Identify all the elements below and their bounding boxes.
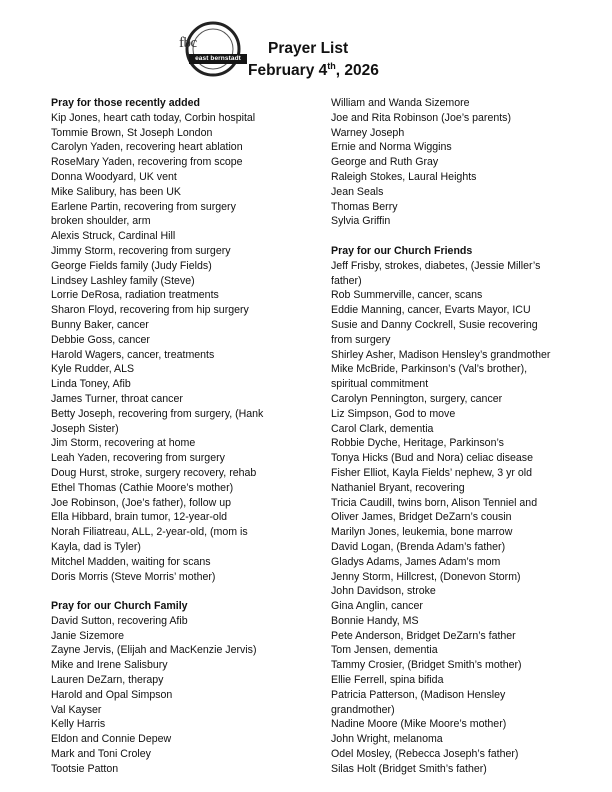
list-item: Nadine Moore (Mike Moore’s mother) [331, 718, 507, 731]
list-item: Linda Toney, Afib [51, 378, 131, 391]
list-item: Lauren DeZarn, therapy [51, 674, 164, 687]
list-item: Janie Sizemore [51, 629, 125, 642]
section-heading-family: Pray for our Church Family [51, 600, 188, 613]
list-item: grandmother) [331, 703, 395, 716]
list-item: spiritual commitment [331, 378, 429, 391]
list-item: Kip Jones, heart cath today, Corbin hospital [51, 111, 256, 124]
list-item: Mike and Irene Salisbury [51, 659, 168, 672]
list-item: Pete Anderson, Bridget DeZarn’s father [331, 629, 516, 642]
list-item: Joe and Rita Robinson (Joe’s parents) [331, 111, 512, 124]
list-item: Joseph Sister) [51, 422, 119, 435]
list-item: Bonnie Handy, MS [331, 614, 419, 627]
list-item: Tommie Brown, St Joseph London [51, 126, 213, 139]
list-item: George Fields family (Judy Fields) [51, 259, 212, 272]
date-suffix: th [327, 60, 336, 71]
list-item: Jenny Storm, Hillcrest, (Donevon Storm) [331, 570, 521, 583]
list-item: Jeff Frisby, strokes, diabetes, (Jessie Miller’s [331, 259, 541, 272]
list-item: Zayne Jervis, (Elijah and MacKenzie Jervis) [51, 644, 257, 657]
list-item: Val Kayser [51, 703, 102, 716]
list-item: Patricia Patterson, (Madison Hensley [331, 688, 506, 701]
list-item: Sharon Floyd, recovering from hip surgery [51, 304, 249, 317]
list-item: Eddie Manning, cancer, Evarts Mayor, ICU [331, 304, 531, 317]
list-item: Mitchel Madden, waiting for scans [51, 555, 211, 568]
list-item: Kayla, dad is Tyler) [51, 540, 141, 553]
list-item: Ernie and Norma Wiggins [331, 141, 452, 154]
section-heading-recent: Pray for those recently added [51, 97, 200, 109]
list-item: Jimmy Storm, recovering from surgery [51, 244, 231, 257]
list-item: Leah Yaden, recovering from surgery [51, 452, 225, 465]
list-item: Jim Storm, recovering at home [51, 437, 196, 450]
list-item: Earlene Partin, recovering from surgery [51, 200, 236, 213]
list-item: John Wright, melanoma [331, 733, 443, 746]
list-item: Lorrie DeRosa, radiation treatments [51, 289, 219, 302]
list-item: George and Ruth Gray [331, 156, 439, 169]
list-item: David Logan, (Brenda Adam’s father) [331, 540, 506, 553]
list-item: Fisher Elliot, Kayla Fields’ nephew, 3 yr old [331, 466, 532, 479]
list-item: Debbie Goss, cancer [51, 333, 150, 346]
list-item: Thomas Berry [331, 200, 398, 213]
list-item: Oliver James, Bridget DeZarn’s cousin [331, 511, 512, 524]
right-column [331, 96, 581, 777]
list-item: Susie and Danny Cockrell, Susie recovering [331, 318, 538, 331]
list-item: Silas Holt (Bridget Smith’s father) [331, 762, 487, 775]
list-item: Tonya Hicks (Bud and Nora) celiac disease [331, 452, 533, 465]
list-item: Doris Morris (Steve Morris’ mother) [51, 570, 216, 583]
list-item: Tricia Caudill, twins born, Alison Tenniel and [331, 496, 538, 509]
list-item: Shirley Asher, Madison Hensley’s grandmother [331, 348, 551, 361]
list-item: Tom Jensen, dementia [331, 644, 438, 657]
list-item: Alexis Struck, Cardinal Hill [51, 230, 176, 243]
list-item: Rob Summerville, cancer, scans [331, 289, 483, 302]
family-list [51, 614, 323, 777]
list-item: Bunny Baker, cancer [51, 318, 149, 331]
list-item: Mike McBride, Parkinson’s (Val’s brother), [331, 363, 528, 376]
list-item: Lindsey Lashley family (Steve) [51, 274, 195, 287]
list-item: Norah Filiatreau, ALL, 2-year-old, (mom is [51, 526, 248, 539]
list-item: Ellie Ferrell, spina bifida [331, 674, 444, 687]
list-item: Mark and Toni Croley [51, 748, 151, 761]
list-item: Betty Joseph, recovering from surgery, (Hank [51, 407, 264, 420]
section-heading-friends: Pray for our Church Friends [331, 244, 473, 257]
friends-list [331, 259, 581, 777]
list-item: Raleigh Stokes, Laural Heights [331, 170, 477, 183]
logo-band-text: east bernstadt [189, 54, 247, 64]
list-item: Liz Simpson, God to move [331, 407, 456, 420]
list-item: broken shoulder, arm [51, 215, 151, 228]
list-item: Eldon and Connie Depew [51, 733, 172, 746]
list-item: Tootsie Patton [51, 762, 119, 775]
list-item: Harold and Opal Simpson [51, 688, 173, 701]
list-item: James Turner, throat cancer [51, 392, 183, 405]
family-list-continued [331, 96, 581, 229]
list-item: Ethel Thomas (Cathie Moore’s mother) [51, 481, 234, 494]
list-item: Tammy Crosier, (Bridget Smith’s mother) [331, 659, 522, 672]
list-item: Gina Anglin, cancer [331, 600, 423, 613]
list-item: Warney Joseph [331, 126, 405, 139]
left-column [51, 96, 323, 777]
date-year: , 2026 [335, 62, 379, 79]
list-item: Jean Seals [331, 185, 384, 198]
list-item: John Davidson, stroke [331, 585, 436, 598]
list-item: Carolyn Yaden, recovering heart ablation [51, 141, 243, 154]
list-item: Mike Salibury, has been UK [51, 185, 181, 198]
church-logo [175, 20, 247, 78]
list-item: Harold Wagers, cancer, treatments [51, 348, 215, 361]
list-item: RoseMary Yaden, recovering from scope [51, 156, 243, 169]
list-item: from surgery [331, 333, 391, 346]
list-item: Carolyn Pennington, surgery, cancer [331, 392, 503, 405]
list-item: Ella Hibbard, brain tumor, 12-year-old [51, 511, 228, 524]
list-item: Robbie Dyche, Heritage, Parkinson’s [331, 437, 504, 450]
list-item: Marilyn Jones, leukemia, bone marrow [331, 526, 513, 539]
list-item: William and Wanda Sizemore [331, 97, 470, 109]
list-item: Nathaniel Bryant, recovering [331, 481, 465, 494]
list-item: father) [331, 274, 362, 287]
date-prefix: February 4 [248, 62, 328, 79]
list-item: Carol Clark, dementia [331, 422, 434, 435]
list-item: Doug Hurst, stroke, surgery recovery, rehab [51, 466, 257, 479]
list-item: Kyle Rudder, ALS [51, 363, 135, 376]
list-item: Sylvia Griffin [331, 215, 391, 228]
page-date [248, 61, 379, 81]
recent-list [51, 111, 323, 585]
list-item: Joe Robinson, (Joe’s father), follow up [51, 496, 231, 509]
list-item: Donna Woodyard, UK vent [51, 170, 177, 183]
list-item: Odel Mosley, (Rebecca Joseph’s father) [331, 748, 519, 761]
list-item: David Sutton, recovering Afib [51, 614, 188, 627]
list-item: Gladys Adams, James Adam’s mom [331, 555, 501, 568]
page-title: Prayer List [268, 40, 349, 57]
logo-main-text: fbc [179, 35, 197, 51]
list-item: Kelly Harris [51, 718, 106, 731]
